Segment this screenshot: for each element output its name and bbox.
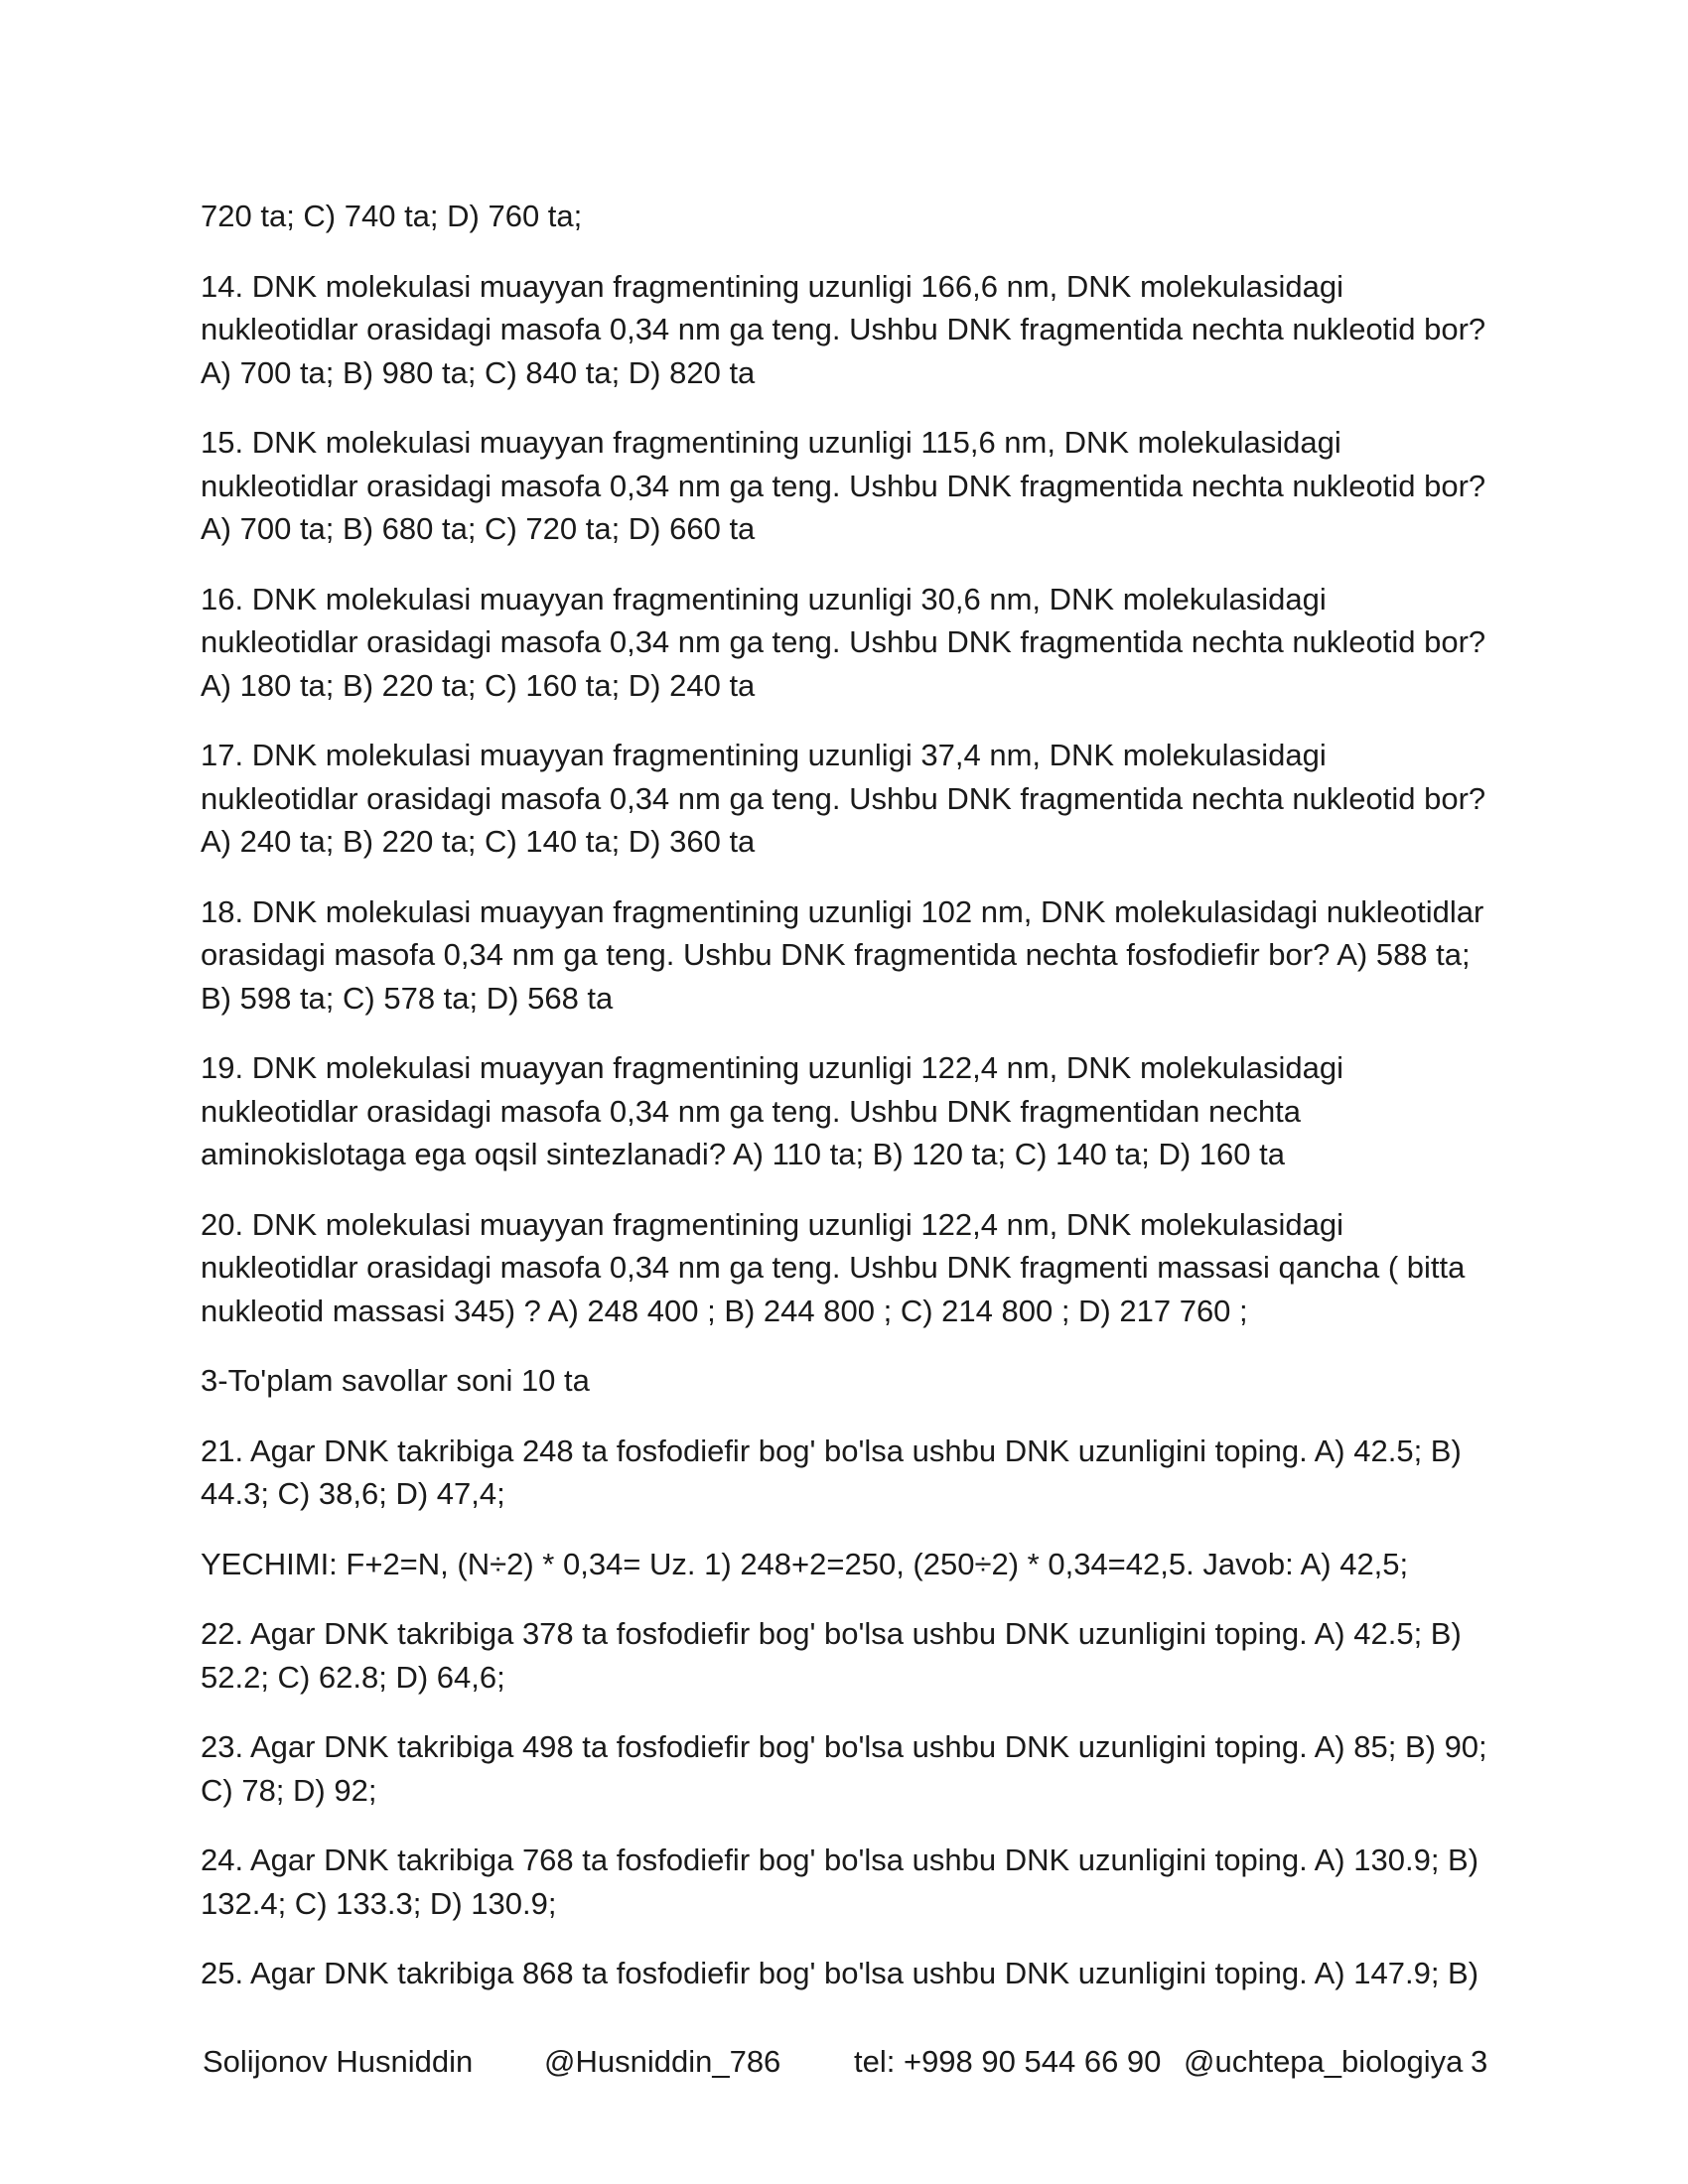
document-body xyxy=(201,195,1491,2022)
question-20: 20. DNK molekulasi muayyan fragmentining uzunligi 122,4 nm, DNK molekulasidagi nukleotidlar orasidagi masofa 0,34 nm ga teng. Ushbu DNK fragmenti massasi qancha ( bitta nukleotid massasi 345) ? A) 248 400 ; B) 244 800 ; C) 214 800 ; D) 217 760 ; xyxy=(201,1206,1466,1328)
page-number: 3 xyxy=(1471,2044,1488,2079)
footer-channel: @uchtepa_biologiya xyxy=(1184,2044,1464,2079)
question-23: 23. Agar DNK takribiga 498 ta fosfodiefir bog' bo'lsa ushbu DNK uzunligini toping. A) 85; B) 90; C) 78; D) 92; xyxy=(201,1729,1487,1808)
question-17: 17. DNK molekulasi muayyan fragmentining uzunligi 37,4 nm, DNK molekulasidagi nukleotidlar orasidagi masofa 0,34 nm ga teng. Ushbu DNK fragmentida nechta nukleotid bor? A) 240 ta; B) 220 ta; C) 140 ta; D) 360 ta xyxy=(201,738,1486,859)
footer-author: Solijonov Husniddin xyxy=(203,2044,474,2079)
question-24: 24. Agar DNK takribiga 768 ta fosfodiefir bog' bo'lsa ushbu DNK uzunligini toping. A) 130.9; B) 132.4; C) 133.3; D) 130.9; xyxy=(201,1843,1479,1921)
question-15: 15. DNK molekulasi muayyan fragmentining uzunligi 115,6 nm, DNK molekulasidagi nukleotidlar orasidagi masofa 0,34 nm ga teng. Ushbu DNK fragmentida nechta nukleotid bor? A) 700 ta; B) 680 ta; C) 720 ta; D) 660 ta xyxy=(201,425,1486,546)
question-16: 16. DNK molekulasi muayyan fragmentining uzunligi 30,6 nm, DNK molekulasidagi nukleotidlar orasidagi masofa 0,34 nm ga teng. Ushbu DNK fragmentida nechta nukleotid bor? A) 180 ta; B) 220 ta; C) 160 ta; D) 240 ta xyxy=(201,581,1486,703)
question-18: 18. DNK molekulasi muayyan fragmentining uzunligi 102 nm, DNK molekulasidagi nukleotidlar orasidagi masofa 0,34 nm ga teng. Ushbu DNK fragmentida nechta fosfodiefir bor? A) 588 ta; B) 598 ta; C) 578 ta; D) 568 ta xyxy=(201,893,1484,1016)
question-22: 22. Agar DNK takribiga 378 ta fosfodiefir bog' bo'lsa ushbu DNK uzunligini toping. A) 42.5; B) 52.2; C) 62.8; D) 64,6; xyxy=(201,1616,1462,1695)
page-footer xyxy=(0,2040,1688,2084)
solution-21: YECHIMI: F+2=N, (N÷2) * 0,34= Uz. 1) 248+2=250, (250÷2) * 0,34=42,5. Javob: A) 42,5; xyxy=(201,1546,1409,1581)
footer-phone: tel: +998 90 544 66 90 xyxy=(854,2044,1162,2079)
footer-handle: @Husniddin_786 xyxy=(544,2044,781,2079)
question-14: 14. DNK molekulasi muayyan fragmentining uzunligi 166,6 nm, DNK molekulasidagi nukleotidlar orasidagi masofa 0,34 nm ga teng. Ushbu DNK fragmentida nechta nukleotid bor? A) 700 ta; B) 980 ta; C) 840 ta; D) 820 ta xyxy=(201,268,1486,390)
question-21: 21. Agar DNK takribiga 248 ta fosfodiefir bog' bo'lsa ushbu DNK uzunligini toping. A) 42.5; B) 44.3; C) 38,6; D) 47,4; xyxy=(201,1433,1462,1511)
question-19: 19. DNK molekulasi muayyan fragmentining uzunligi 122,4 nm, DNK molekulasidagi nukleotidlar orasidagi masofa 0,34 nm ga teng. Ushbu DNK fragmentidan nechta aminokislotaga ega oqsil sintezlanadi? A) 110 ta; B) 120 ta; C) 140 ta; D) 160 ta xyxy=(201,1050,1344,1171)
question-25: 25. Agar DNK takribiga 868 ta fosfodiefir bog' bo'lsa ushbu DNK uzunligini toping. A) 147.9; B) xyxy=(201,1956,1479,1990)
question-13-continuation: 720 ta; C) 740 ta; D) 760 ta; xyxy=(201,199,583,233)
section-heading: 3-To'plam savollar soni 10 ta xyxy=(201,1363,590,1398)
